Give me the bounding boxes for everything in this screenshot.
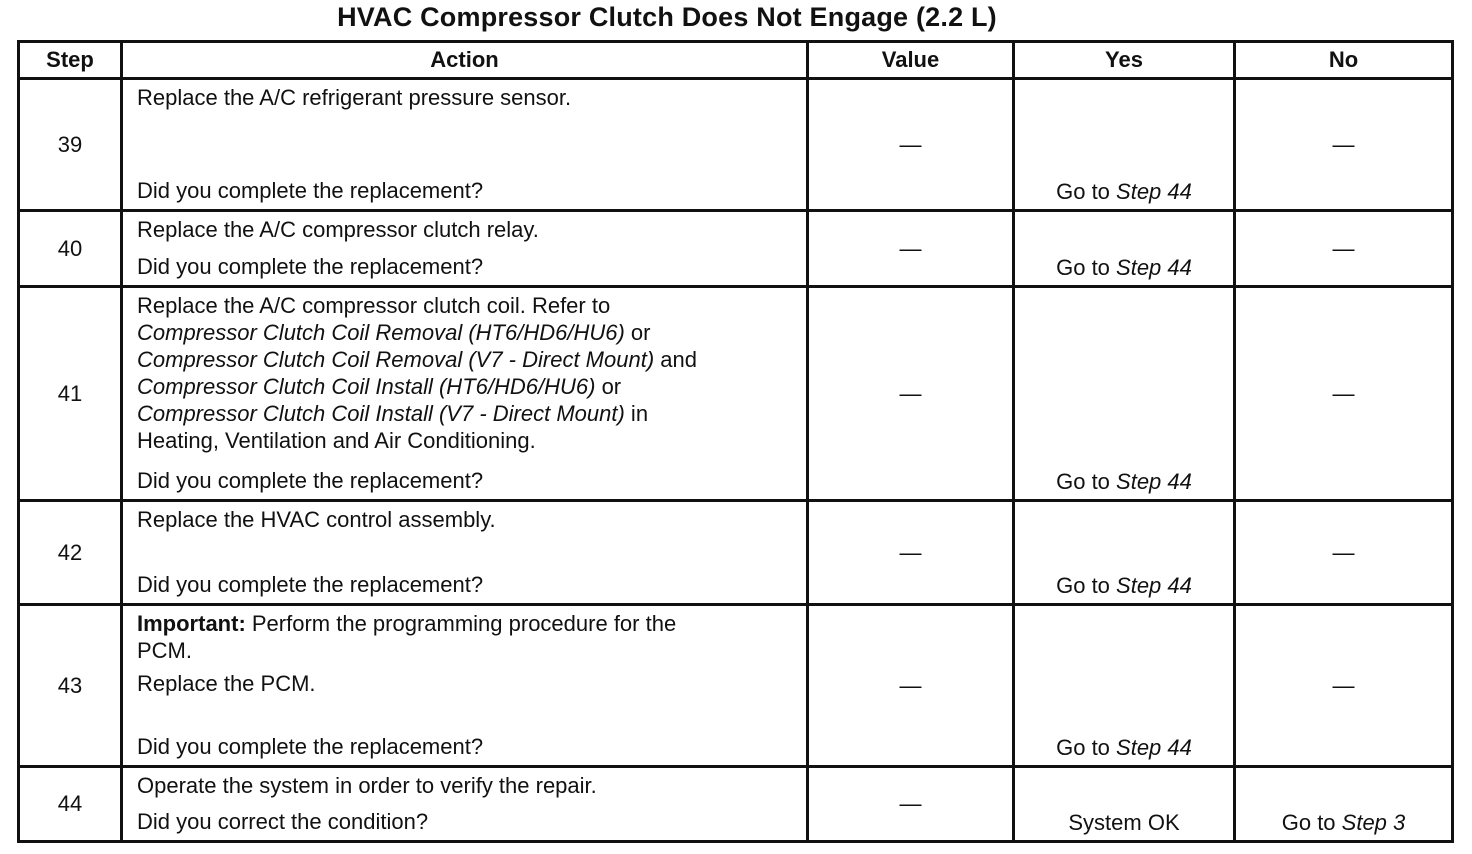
value-dash: — xyxy=(899,791,922,816)
page-title: HVAC Compressor Clutch Does Not Engage (2.2 L) xyxy=(337,2,997,32)
step-link[interactable]: Step 3 xyxy=(1341,810,1406,835)
ref-link-install-v7[interactable]: Compressor Clutch Coil Install (V7 - Direct Mount) xyxy=(137,401,625,426)
instruction-text: Replace the HVAC control assembly. xyxy=(137,507,496,532)
no-dash: — xyxy=(1332,380,1355,406)
action-cell xyxy=(122,501,808,605)
yes-cell xyxy=(1014,211,1235,287)
goto-prefix: Go to xyxy=(1056,735,1117,760)
value-dash: — xyxy=(899,380,922,406)
instruction-text: Replace the PCM. xyxy=(137,671,316,696)
value-dash: — xyxy=(899,235,922,261)
header-value: Value xyxy=(808,42,1014,79)
goto-prefix: Go to xyxy=(1056,469,1117,494)
table-row-step-41 xyxy=(19,287,1453,501)
action-cell xyxy=(122,287,808,501)
no-cell xyxy=(1235,501,1453,605)
action-cell xyxy=(122,767,808,842)
yes-cell xyxy=(1014,501,1235,605)
no-dash: — xyxy=(1332,235,1355,261)
yes-cell xyxy=(1014,287,1235,501)
table-row-step-39 xyxy=(19,79,1453,211)
value-dash: — xyxy=(899,672,922,698)
yes-outcome xyxy=(1015,572,1233,603)
important-label: Important: xyxy=(137,611,246,636)
important-text: Perform the programming procedure for the PCM. xyxy=(137,611,677,663)
no-cell xyxy=(1235,211,1453,287)
table-row-step-40 xyxy=(19,211,1453,287)
important-note xyxy=(137,610,737,664)
goto-prefix: Go to xyxy=(1056,255,1117,280)
step-number: 43 xyxy=(19,605,122,767)
value-cell xyxy=(808,211,1014,287)
no-cell xyxy=(1235,79,1453,211)
question-text: Did you complete the replacement? xyxy=(137,572,484,597)
no-cell xyxy=(1235,287,1453,501)
question-text: Did you correct the condition? xyxy=(137,809,429,834)
value-dash: — xyxy=(899,539,922,565)
step-number: 40 xyxy=(19,211,122,287)
action-cell xyxy=(122,79,808,211)
yes-outcome xyxy=(1015,734,1233,765)
instruction-text: Replace the A/C refrigerant pressure sensor. xyxy=(137,85,572,110)
step-number: 39 xyxy=(19,79,122,211)
ref-link-install-ht6[interactable]: Compressor Clutch Coil Install (HT6/HD6/HU6) xyxy=(137,374,596,399)
value-cell xyxy=(808,767,1014,842)
instruction-text xyxy=(137,292,792,454)
joiner-text: or xyxy=(624,320,651,345)
value-dash: — xyxy=(899,131,922,157)
step-number: 44 xyxy=(19,767,122,842)
step-link[interactable]: Step 44 xyxy=(1116,735,1192,760)
no-outcome xyxy=(1236,809,1451,840)
value-cell xyxy=(808,501,1014,605)
header-yes: Yes xyxy=(1014,42,1235,79)
procedure-table xyxy=(17,40,1454,843)
value-cell xyxy=(808,605,1014,767)
yes-outcome: System OK xyxy=(1068,810,1180,835)
table-row-step-44 xyxy=(19,767,1453,842)
yes-cell xyxy=(1014,767,1235,842)
step-link[interactable]: Step 44 xyxy=(1116,255,1192,280)
step-link[interactable]: Step 44 xyxy=(1116,469,1192,494)
value-cell xyxy=(808,287,1014,501)
no-cell xyxy=(1235,767,1453,842)
header-row xyxy=(19,42,1453,79)
question-text: Did you complete the replacement? xyxy=(137,254,484,279)
action-cell xyxy=(122,605,808,767)
yes-cell xyxy=(1014,79,1235,211)
instruction-line: Replace the A/C compressor clutch coil. Refer to xyxy=(137,293,611,318)
goto-prefix: Go to xyxy=(1056,179,1117,204)
table-row-step-43 xyxy=(19,605,1453,767)
question-text: Did you complete the replacement? xyxy=(137,468,484,493)
ref-link-removal-ht6[interactable]: Compressor Clutch Coil Removal (HT6/HD6/HU6) xyxy=(137,320,625,345)
no-dash: — xyxy=(1332,672,1355,698)
no-dash: — xyxy=(1332,539,1355,565)
header-step: Step xyxy=(19,42,122,79)
no-dash: — xyxy=(1332,131,1355,157)
joiner-text: or xyxy=(595,374,622,399)
ref-link-removal-v7[interactable]: Compressor Clutch Coil Removal (V7 - Direct Mount) xyxy=(137,347,655,372)
joiner-text: in xyxy=(624,401,649,426)
goto-prefix: Go to xyxy=(1281,810,1342,835)
yes-outcome xyxy=(1015,468,1233,499)
header-no: No xyxy=(1235,42,1453,79)
yes-cell xyxy=(1014,605,1235,767)
no-cell xyxy=(1235,605,1453,767)
instruction-line: Heating, Ventilation and Air Conditioning. xyxy=(137,428,536,453)
question-text: Did you complete the replacement? xyxy=(137,734,484,759)
table-row-step-42 xyxy=(19,501,1453,605)
step-link[interactable]: Step 44 xyxy=(1116,573,1192,598)
action-cell xyxy=(122,211,808,287)
question-text: Did you complete the replacement? xyxy=(137,178,484,203)
step-number: 41 xyxy=(19,287,122,501)
yes-outcome xyxy=(1015,254,1233,285)
step-link[interactable]: Step 44 xyxy=(1116,179,1192,204)
value-cell xyxy=(808,79,1014,211)
instruction-text: Replace the A/C compressor clutch relay. xyxy=(137,217,539,242)
joiner-text: and xyxy=(654,347,697,372)
step-number: 42 xyxy=(19,501,122,605)
header-action: Action xyxy=(122,42,808,79)
instruction-text: Operate the system in order to verify the repair. xyxy=(137,773,597,798)
goto-prefix: Go to xyxy=(1056,573,1117,598)
yes-outcome xyxy=(1015,178,1233,209)
